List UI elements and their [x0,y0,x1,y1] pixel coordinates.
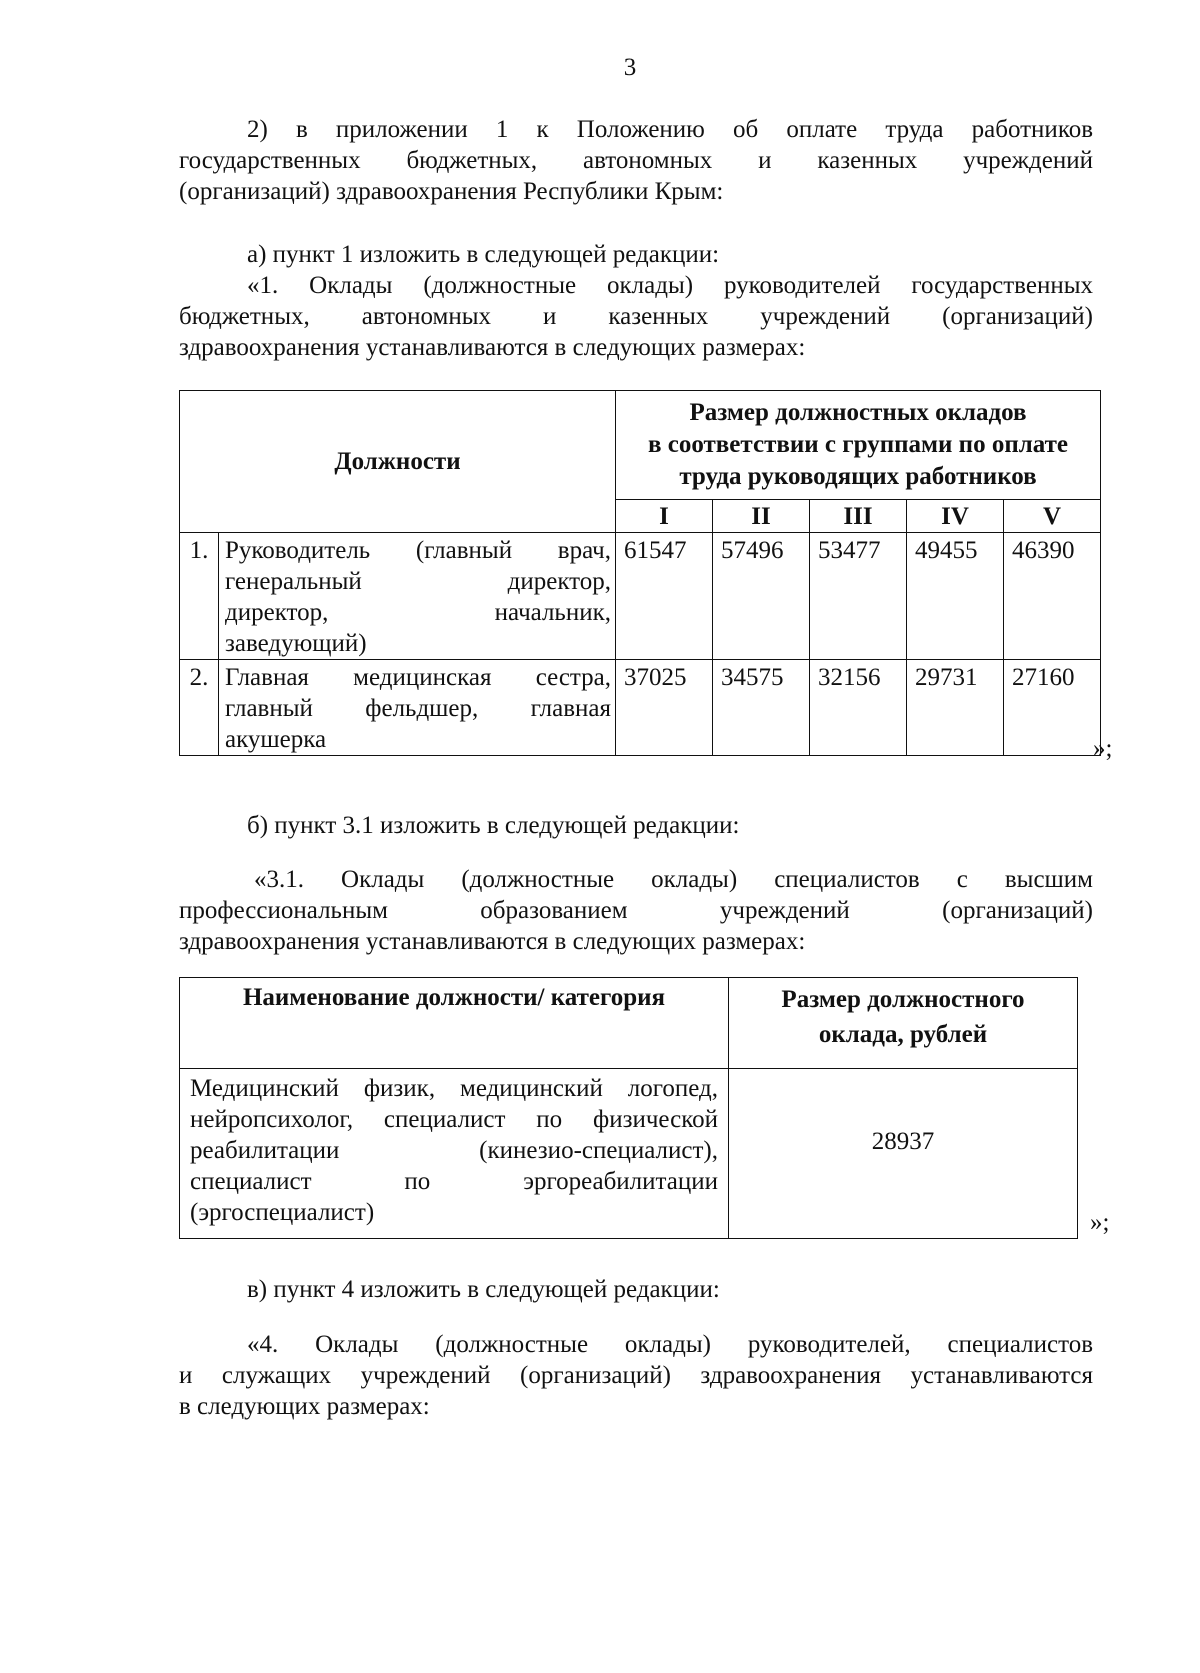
header-line: Размер должностных окладов [689,399,1027,426]
table-row [180,1069,1078,1239]
section-a-heading: а) пункт 1 изложить в следующей редакции: [247,241,720,268]
header-salary-size [729,978,1078,1069]
table2-closing-quote: »; [1090,1209,1110,1236]
text-line: директор, начальник, [225,599,611,626]
text-line: Медицинский физик, медицинский логопед, [190,1075,718,1102]
row-number: 1. [180,533,219,660]
salary-value: 37025 [616,660,713,756]
text-line: генеральный директор, [225,568,611,595]
header-position-category: Наименование должности/ категория [180,978,729,1069]
salary-value: 29731 [907,660,1004,756]
salary-value: 57496 [713,533,810,660]
group-header: I [616,500,713,533]
text-line: акушерка [225,726,327,753]
salary-value: 32156 [810,660,907,756]
section-b-text [179,864,1093,957]
text-line: 2) в приложении 1 к Положению об оплате труда работников [247,116,1093,143]
salary-value: 46390 [1004,533,1101,660]
text-line: специалист по эргореабилитации [190,1168,718,1195]
section-a-text [179,270,1093,363]
group-header: V [1004,500,1101,533]
text-line: «3.1. Оклады (должностные оклады) специалистов с высшим [254,866,1093,893]
text-line: «4. Оклады (должностные оклады) руководителей, специалистов [247,1331,1093,1358]
managers-salary-table [179,390,1101,756]
text-line: заведующий) [225,630,367,657]
salary-value: 61547 [616,533,713,660]
table-row [180,660,1101,756]
text-line: здравоохранения устанавливаются в следующих размерах: [179,334,806,361]
header-line: Размер должностного [781,986,1025,1013]
text-line: и служащих учреждений (организаций) здравоохранения устанавливаются [179,1362,1093,1389]
text-line: (организаций) здравоохранения Республики Крым: [179,178,724,205]
text-line: в следующих размерах: [179,1393,430,1420]
text-line: государственных бюджетных, автономных и казенных учреждений [179,147,1093,174]
group-header: III [810,500,907,533]
table-header-row [180,391,1101,500]
table-header-row [180,978,1078,1069]
header-line: оклада, рублей [818,1021,988,1048]
specialists-salary-table [179,977,1078,1239]
table1-closing-quote: »; [1093,735,1113,762]
page-number: 3 [623,54,637,81]
salary-value: 34575 [713,660,810,756]
group-header: II [713,500,810,533]
text-line: «1. Оклады (должностные оклады) руководителей государственных [247,272,1093,299]
text-line: профессиональным образованием учреждений (организаций) [179,897,1093,924]
text-line: Руководитель (главный врач, [225,537,611,564]
salary-value: 27160 [1004,660,1101,756]
salary-value: 49455 [907,533,1004,660]
text-line: нейропсихолог, специалист по физической [190,1106,718,1133]
position-name [219,533,616,660]
header-salary-size [616,391,1101,500]
section-b-heading: б) пункт 3.1 изложить в следующей редакции: [247,812,740,839]
position-name [180,1069,729,1239]
header-positions: Должности [180,391,616,533]
section-c-text [179,1329,1093,1422]
text-line: главный фельдшер, главная [225,695,611,722]
text-line: Главная медицинская сестра, [225,664,611,691]
header-line: в соответствии с группами по оплате [648,431,1068,458]
salary-value: 28937 [729,1069,1078,1239]
header-line: труда руководящих работников [679,463,1037,490]
table-row [180,533,1101,660]
position-name [219,660,616,756]
intro-paragraph [179,114,1093,207]
salary-value: 53477 [810,533,907,660]
text-line: здравоохранения устанавливаются в следующих размерах: [179,928,806,955]
text-line: (эргоспециалист) [190,1199,375,1226]
group-header: IV [907,500,1004,533]
row-number: 2. [180,660,219,756]
section-c-heading: в) пункт 4 изложить в следующей редакции: [247,1276,720,1303]
text-line: реабилитации (кинезио-специалист), [190,1137,718,1164]
text-line: бюджетных, автономных и казенных учреждений (организаций) [179,303,1093,330]
